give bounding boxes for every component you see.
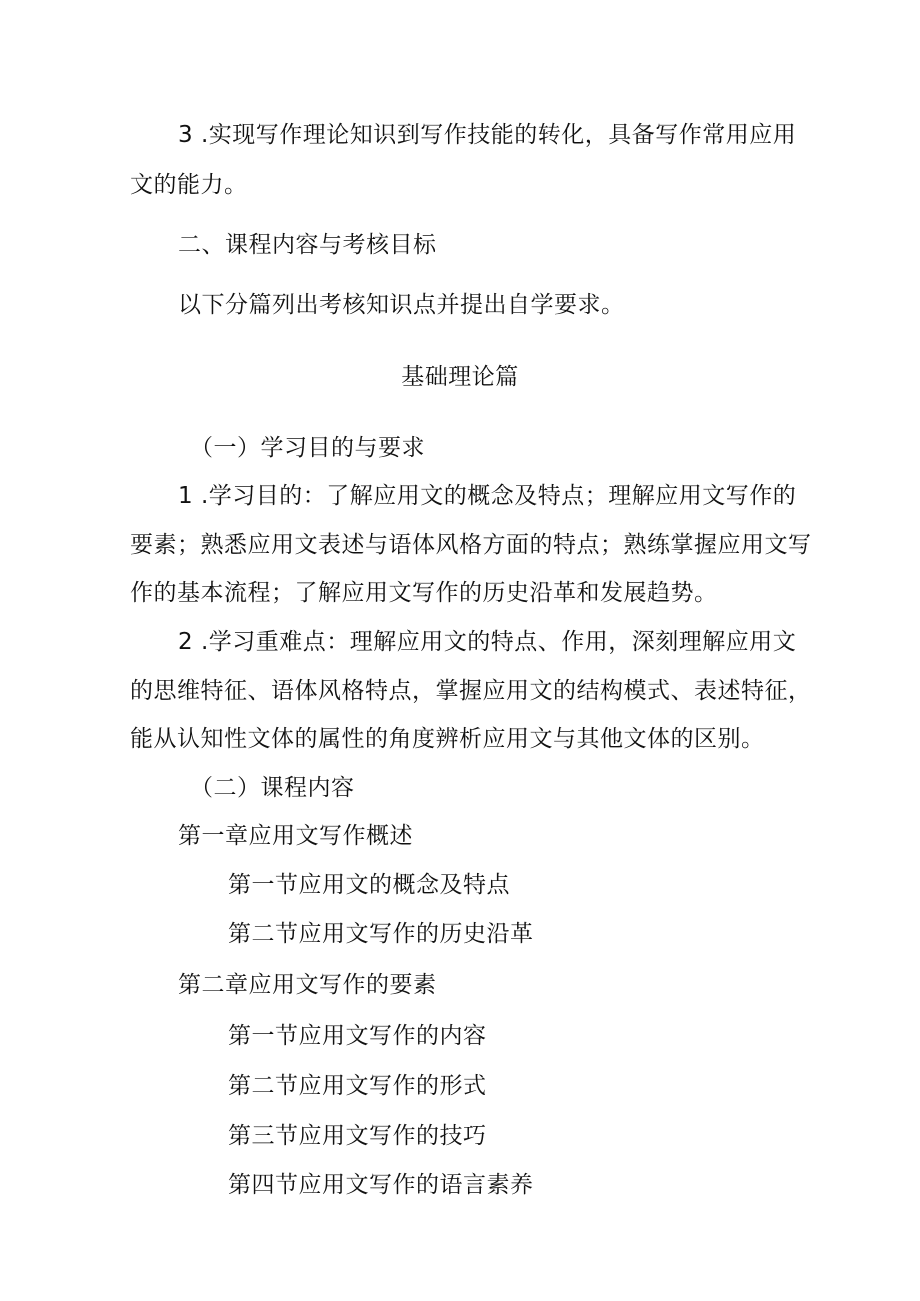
chapter-2-section-1: 第一节应用文写作的内容: [228, 1023, 487, 1049]
chapter-2-section-2: 第二节应用文写作的形式: [228, 1073, 487, 1099]
intro-paragraph: 以下分篇列出考核知识点并提出自学要求。: [178, 292, 625, 318]
sub-one-heading: （一）学习目的与要求: [190, 435, 425, 461]
chapter-1-section-2: 第二节应用文写作的历史沿革: [228, 921, 534, 947]
chapter-1-section-1: 第一节应用文的概念及特点: [228, 872, 510, 898]
objective-3-line-2: 文的能力。: [130, 172, 248, 198]
chapter-2-section-4: 第四节应用文写作的语言素养: [228, 1172, 534, 1198]
goal-2-line-3: 能从认知性文体的属性的角度辨析应用文与其他文体的区别。: [130, 726, 765, 752]
section-two-heading: 二、课程内容与考核目标: [178, 232, 437, 258]
goal-2-line-2: 的思维特征、语体风格特点，掌握应用文的结构模式、表述特征，: [130, 678, 812, 704]
goal-1-line-1: 1 .学习目的：了解应用文的概念及特点；理解应用文写作的: [178, 483, 797, 509]
goal-1-line-2: 要素；熟悉应用文表述与语体风格方面的特点；熟练掌握应用文写: [130, 532, 812, 558]
goal-1-line-3: 作的基本流程；了解应用文写作的历史沿革和发展趋势。: [130, 580, 718, 606]
objective-3-line-1: 3 .实现写作理论知识到写作技能的转化，具备写作常用应用: [178, 122, 797, 148]
chapter-2-title: 第二章应用文写作的要素: [178, 972, 437, 998]
chapter-2-section-3: 第三节应用文写作的技巧: [228, 1123, 487, 1149]
part-title: 基础理论篇: [401, 364, 519, 390]
goal-2-line-1: 2 .学习重难点：理解应用文的特点、作用，深刻理解应用文: [178, 629, 797, 655]
chapter-1-title: 第一章应用文写作概述: [178, 823, 413, 849]
sub-two-heading: （二）课程内容: [190, 775, 355, 801]
